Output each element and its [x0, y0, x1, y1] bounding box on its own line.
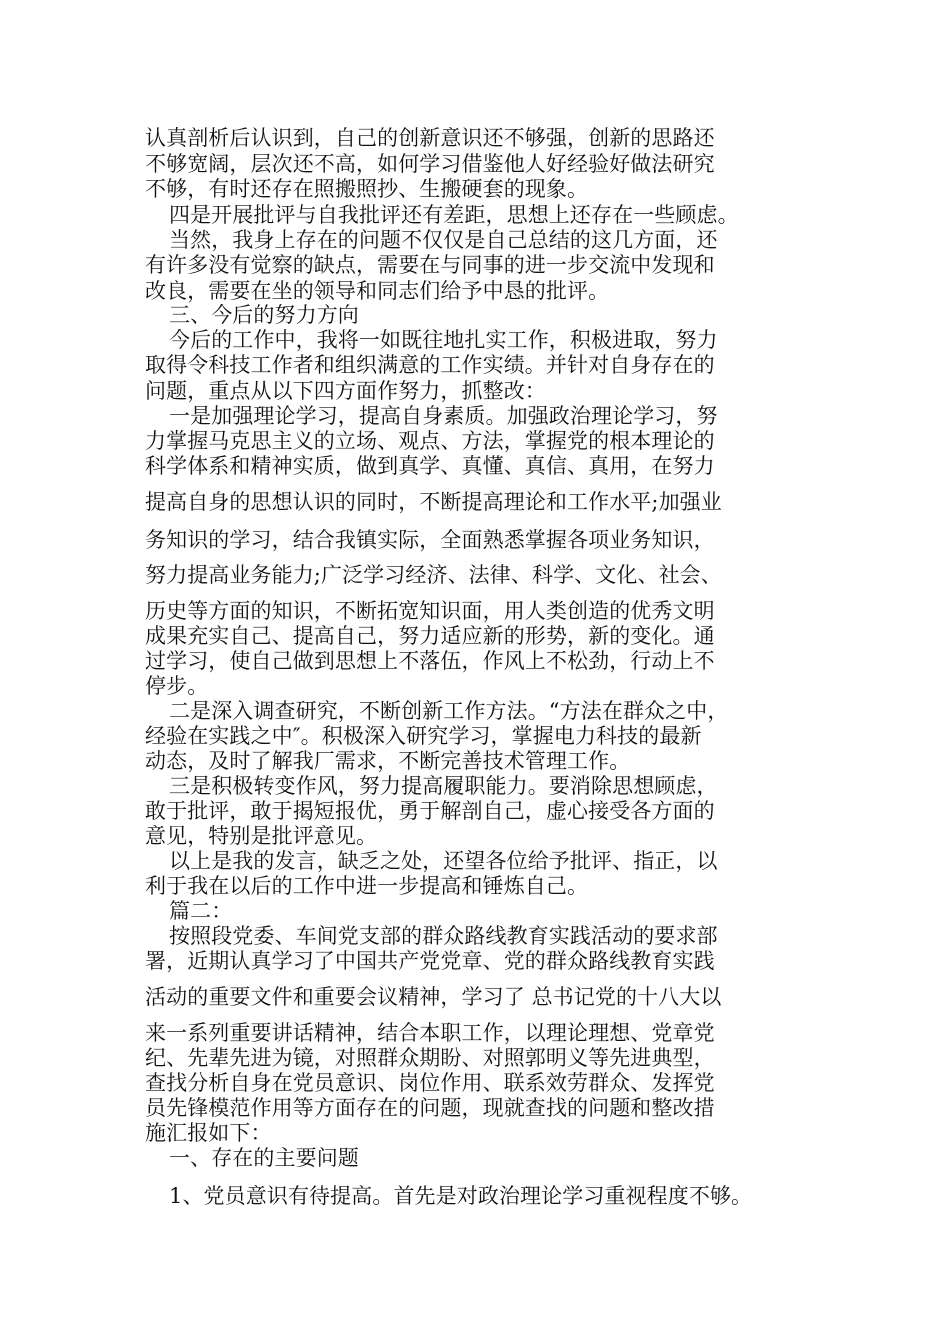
text-line: 按照段党委、车间党支部的群众路线教育实践活动的要求部 — [169, 924, 718, 948]
text-line: 一是加强理论学习，提高自身素质。加强政治理论学习，努 — [169, 404, 718, 428]
text-line: 员先锋模范作用等方面存在的问题，现就查找的问题和整改措 — [145, 1096, 715, 1120]
text-line: 纪、先辈先进为镜，对照群众期盼、对照郭明义等先进典型， — [145, 1046, 715, 1070]
text-line: 改良，需要在坐的领导和同志们给予中恳的批评。 — [145, 279, 610, 303]
text-line: 认真剖析后认识到，自己的创新意识还不够强，创新的思路还 — [145, 126, 715, 150]
text-line: 今后的工作中，我将一如既往地扎实工作，积极进取，努力 — [169, 328, 718, 352]
text-line: 四是开展批评与自我批评还有差距，思想上还存在一些顾虑。 — [169, 203, 739, 227]
text-line: 成果充实自己、提高自己，努力适应新的形势，新的变化。通 — [145, 624, 715, 648]
text-line: 停步。 — [145, 674, 209, 698]
text-line: 不够宽阔，层次还不高，如何学习借鉴他人好经验好做法研究 — [145, 152, 715, 176]
section-heading: 一、存在的主要问题 — [169, 1146, 359, 1170]
text-line: 利于我在以后的工作中进一步提高和锤炼自己。 — [145, 874, 589, 898]
text-line: 不够，有时还存在照搬照抄、生搬硬套的现象。 — [145, 177, 589, 201]
text-line: 1、党员意识有待提高。首先是对政治理论学习重视程度不够。 — [169, 1184, 753, 1208]
text-line: 二是深入调查研究，不断创新工作方法。“方法在群众之中， — [169, 699, 729, 723]
text-line: 经验在实践之中″。积极深入研究学习，掌握电力科技的最新 — [145, 724, 702, 748]
section-heading: 三、今后的努力方向 — [169, 303, 359, 327]
text-line: 有许多没有觉察的缺点，需要在与同事的进一步交流中发现和 — [145, 253, 715, 277]
text-line: 三是积极转变作风，努力提高履职能力。要消除思想顾虑， — [169, 774, 718, 798]
section-heading: 篇二： — [169, 899, 233, 923]
text-line: 提高自身的思想认识的同时，不断提高理论和工作水平;加强业 — [145, 490, 722, 514]
text-line: 取得令科技工作者和组织满意的工作实绩。并针对自身存在的 — [145, 353, 715, 377]
text-line: 动态，及时了解我厂需求，不断完善技术管理工作。 — [145, 749, 631, 773]
text-line: 敢于批评，敢于揭短报优，勇于解剖自己，虚心接受各方面的 — [145, 799, 715, 823]
text-line: 力掌握马克思主义的立场、观点、方法，掌握党的根本理论的 — [145, 429, 715, 453]
text-line: 查找分析自身在党员意识、岗位作用、联系效劳群众、发挥党 — [145, 1071, 715, 1095]
text-line: 务知识的学习，结合我镇实际，全面熟悉掌握各项业务知识， — [145, 528, 715, 552]
text-line: 活动的重要文件和重要会议精神，学习了 总书记党的十八大以 — [145, 985, 722, 1009]
text-line: 历史等方面的知识，不断拓宽知识面，用人类创造的优秀文明 — [145, 599, 715, 623]
text-line: 施汇报如下： — [145, 1121, 272, 1145]
text-line: 以上是我的发言，缺乏之处，还望各位给予批评、指正，以 — [169, 849, 718, 873]
text-line: 当然，我身上存在的问题不仅仅是自己总结的这几方面，还 — [169, 228, 718, 252]
text-line: 努力提高业务能力;广泛学习经济、法律、科学、文化、社会、 — [145, 563, 722, 587]
text-line: 过学习，使自己做到思想上不落伍，作风上不松劲，行动上不 — [145, 649, 715, 673]
text-line: 科学体系和精神实质，做到真学、真懂、真信、真用，在努力 — [145, 454, 715, 478]
text-line: 署，近期认真学习了中国共产党党章、党的群众路线教育实践 — [145, 949, 715, 973]
text-line: 来一系列重要讲话精神，结合本职工作，以理论理想、党章党 — [145, 1021, 715, 1045]
text-line: 意见，特别是批评意见。 — [145, 824, 378, 848]
text-line: 问题，重点从以下四方面作努力，抓整改： — [145, 379, 546, 403]
